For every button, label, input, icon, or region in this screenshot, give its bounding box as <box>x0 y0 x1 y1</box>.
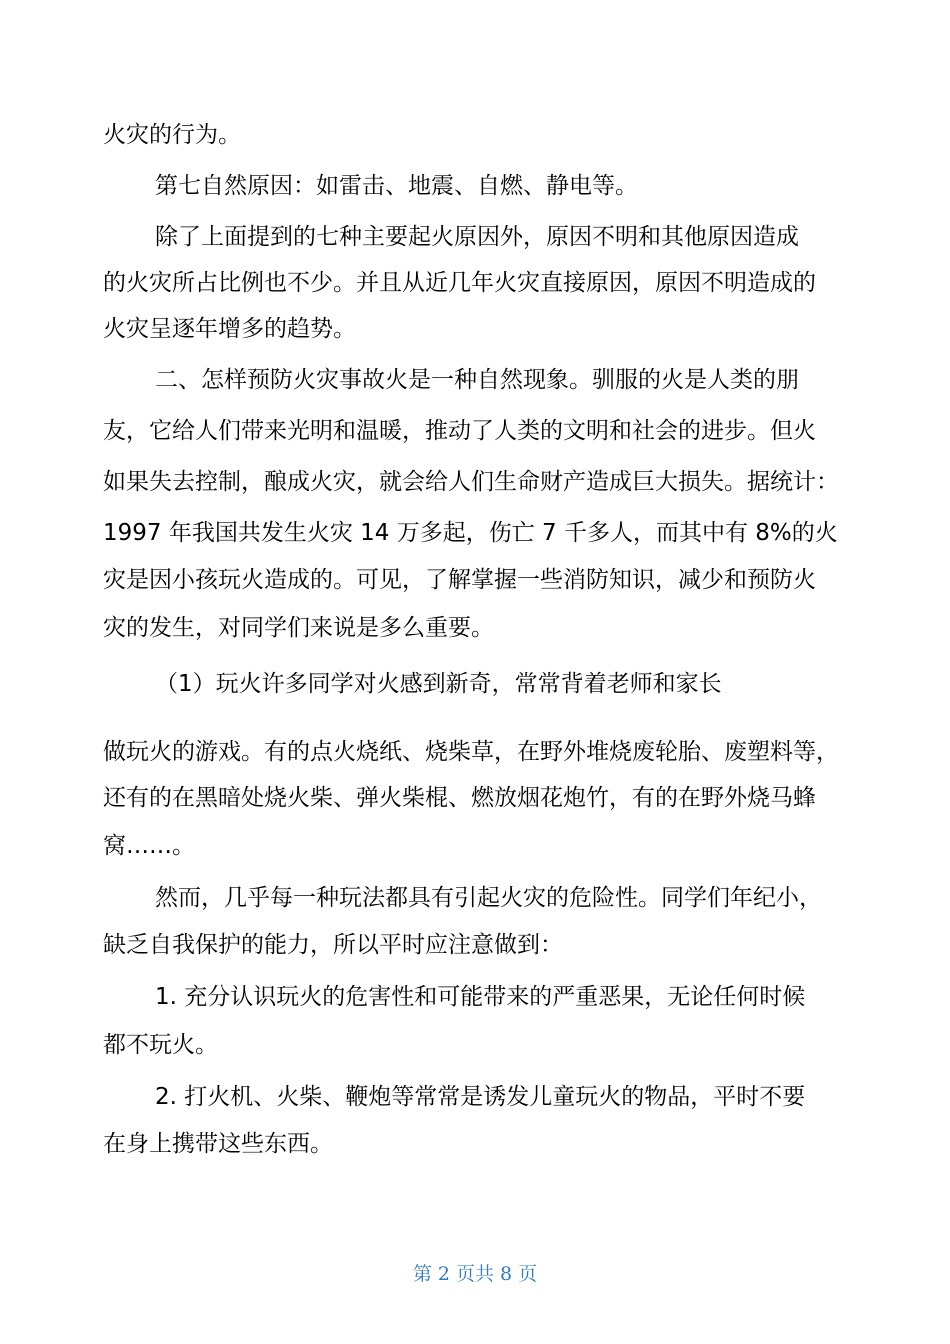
text-line: 做玩火的游戏。有的点火烧纸、烧柴草，在野外堆烧废轮胎、废塑料等， <box>103 739 839 765</box>
text-line: （1）玩火许多同学对火感到新奇，常常背着老师和家长 <box>155 671 722 697</box>
text-line: 除了上面提到的七种主要起火原因外，原因不明和其他原因造成 <box>155 224 799 250</box>
text-line: 1997 年我国共发生火灾 14 万多起，伤亡 7 千多人，而其中有 8%的火 <box>103 520 838 546</box>
text-line: 的火灾所占比例也不少。并且从近几年火灾直接原因，原因不明造成的 <box>103 270 816 296</box>
text-line: 火灾的行为。 <box>103 122 241 148</box>
text-line: 灾的发生，对同学们来说是多么重要。 <box>103 615 494 641</box>
text-line: 1. 充分认识玩火的危害性和可能带来的严重恶果，无论任何时候 <box>155 984 806 1010</box>
page-number-footer: 第 2 页共 8 页 <box>412 1263 538 1285</box>
text-line: 还有的在黑暗处烧火柴、弹火柴棍、燃放烟花炮竹，有的在野外烧马蜂 <box>103 785 816 811</box>
text-line: 如果失去控制，酿成火灾，就会给人们生命财产造成巨大损失。据统计： <box>103 469 839 495</box>
text-line: 窝……。 <box>103 833 195 859</box>
text-line: 然而，几乎每一种玩法都具有引起火灾的危险性。同学们年纪小， <box>155 885 822 911</box>
text-line: 第七自然原因：如雷击、地震、自燃、静电等。 <box>155 173 638 199</box>
text-line: 灾是因小孩玩火造成的。可见，了解掌握一些消防知识，减少和预防火 <box>103 567 816 593</box>
text-line: 缺乏自我保护的能力，所以平时应注意做到： <box>103 932 563 958</box>
text-line: 火灾呈逐年增多的趋势。 <box>103 316 356 342</box>
text-line: 在身上携带这些东西。 <box>103 1131 333 1157</box>
text-line: 2. 打火机、火柴、鞭炮等常常是诱发儿童玩火的物品，平时不要 <box>155 1084 806 1110</box>
text-line: 二、怎样预防火灾事故火是一种自然现象。驯服的火是人类的朋 <box>155 367 799 393</box>
text-line: 友，它给人们带来光明和温暖，推动了人类的文明和社会的进步。但火 <box>103 418 816 444</box>
text-line: 都不玩火。 <box>103 1032 218 1058</box>
